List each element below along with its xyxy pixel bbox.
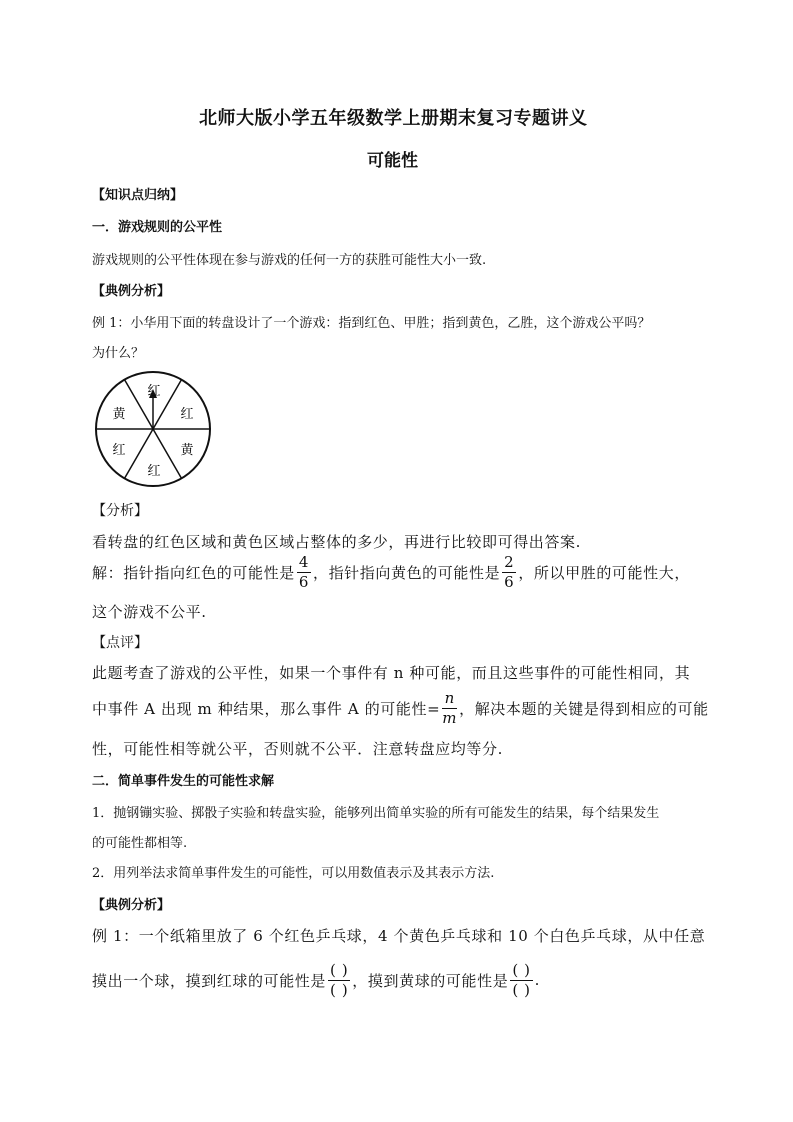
analysis-text: 看转盘的红色区域和黄色区域占整体的多少，再进行比较即可得出答案. xyxy=(92,533,581,551)
page-subtitle: 可能性 xyxy=(367,151,418,171)
fraction-m-denominator: m xyxy=(442,708,458,727)
example2-line1: 例 1：一个纸箱里放了 6 个红色乒乓球，4 个黄色乒乓球和 10 个白色乒乓球，从中任意 xyxy=(92,927,706,945)
part1-text: 游戏规则的公平性体现在参与游戏的任何一方的获胜可能性大小一致. xyxy=(92,253,487,268)
fraction-n-over-m xyxy=(442,688,458,727)
spinner-label-lower-right: 黄 xyxy=(180,443,194,458)
solution-line2: 这个游戏不公平. xyxy=(92,603,207,621)
fraction-red-numerator: 4 xyxy=(298,552,309,571)
blank-red-denominator: ( ) xyxy=(330,980,349,999)
fraction-yellow-denominator: 6 xyxy=(504,572,515,591)
spinner-label-bottom: 红 xyxy=(147,464,161,479)
example1-line1: 例 1：小华用下面的转盘设计了一个游戏：指到红色、甲胜；指到黄色，乙胜，这个游戏公平吗？ xyxy=(92,316,651,331)
comment-heading: 【点评】 xyxy=(92,635,148,651)
example-analysis-heading-1: 【典例分析】 xyxy=(92,284,171,299)
spinner-label-upper-left: 黄 xyxy=(112,407,126,422)
spinner-label-lower-left: 红 xyxy=(112,443,126,458)
part1-heading: 一．游戏规则的公平性 xyxy=(92,220,223,235)
fraction-red xyxy=(297,552,311,591)
example-analysis-heading-2: 【典例分析】 xyxy=(92,898,171,913)
spinner-diagram xyxy=(92,368,214,490)
comment-text-a: 中事件 A 出现 m 种结果，那么事件 A 的可能性= xyxy=(92,699,441,718)
fraction-yellow xyxy=(502,552,516,591)
part2-item2: 2．用列举法求简单事件发生的可能性，可以用数值表示及其表示方法. xyxy=(92,866,495,881)
solution-text-b: ，指针指向黄色的可能性是 xyxy=(312,563,501,582)
blank-yellow-denominator: ( ) xyxy=(512,980,531,999)
blank-red-numerator: ( ) xyxy=(330,960,349,979)
example2-text-a: 摸出一个球，摸到红球的可能性是 xyxy=(92,971,327,990)
fraction-yellow-numerator: 2 xyxy=(504,552,515,571)
fraction-n-numerator: n xyxy=(442,691,457,709)
example1-line2: 为什么？ xyxy=(92,346,145,361)
spinner-label-upper-right: 红 xyxy=(180,407,194,422)
fraction-red-denominator: 6 xyxy=(298,572,309,591)
solution-text-a: 解：指针指向红色的可能性是 xyxy=(92,563,295,582)
comment-line3: 性，可能性相等就公平，否则就不公平．注意转盘应均等分. xyxy=(92,740,503,758)
comment-text-b: ，解决本题的关键是得到相应的可能 xyxy=(459,699,709,718)
comment-line2 xyxy=(92,688,709,728)
solution-line1 xyxy=(92,552,690,592)
solution-text-c: ，所以甲胜的可能性大， xyxy=(518,563,690,582)
analysis-heading: 【分析】 xyxy=(92,503,148,519)
section-knowledge-summary: 【知识点归纳】 xyxy=(92,188,184,203)
example2-text-c: . xyxy=(534,971,540,989)
part2-item1-line1: 1．抛钢镚实验、掷骰子实验和转盘实验，能够列出简单实验的所有可能发生的结果，每个结果发生 xyxy=(92,806,660,821)
blank-fraction-yellow xyxy=(510,960,532,999)
example2-text-b: ，摸到黄球的可能性是 xyxy=(352,971,509,990)
example2-line2 xyxy=(92,958,540,1002)
blank-yellow-numerator: ( ) xyxy=(512,960,531,979)
part2-item1-line2: 的可能性都相等. xyxy=(92,836,188,851)
blank-fraction-red xyxy=(328,960,350,999)
comment-line1: 此题考查了游戏的公平性，如果一个事件有 n 种可能，而且这些事件的可能性相同，其 xyxy=(92,664,691,682)
spinner-label-top: 红 xyxy=(147,384,161,399)
page-title: 北师大版小学五年级数学上册期末复习专题讲义 xyxy=(199,108,588,129)
part2-heading: 二．简单事件发生的可能性求解 xyxy=(92,774,275,789)
